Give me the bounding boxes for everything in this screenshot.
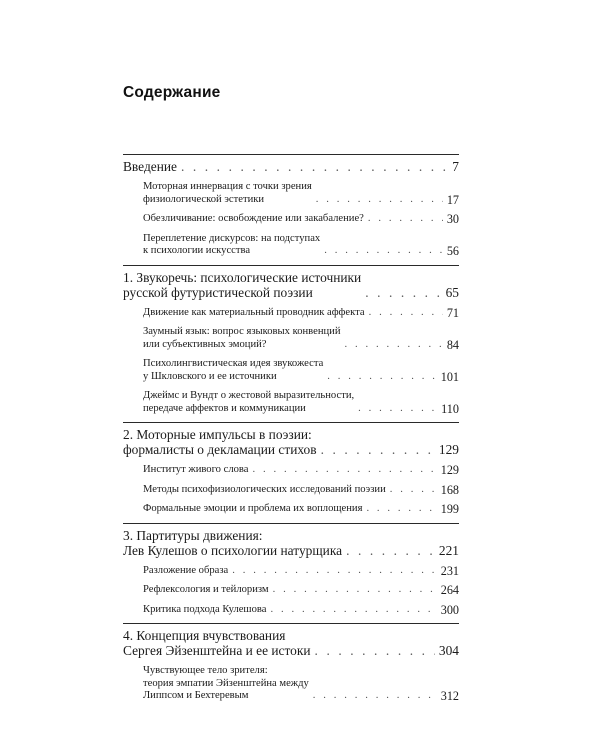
entry-title <box>143 584 269 597</box>
entry-title-line: Моторная иннервация с точки зрения <box>143 181 312 192</box>
chapter-entry[interactable] <box>123 270 459 300</box>
entry-title-line: Институт живого слова <box>143 464 249 475</box>
entry-title-line: Критика подхода Кулешова <box>143 603 267 615</box>
page-number: 264 <box>440 583 459 597</box>
entry-title-line: Методы психофизиологических исследований поэзии <box>143 483 386 495</box>
entry-title-line: 3. Партитуры движения: <box>123 527 263 543</box>
entry-title-line: у Шкловского и ее источники <box>143 370 277 382</box>
entry-title-line: Введение <box>123 159 177 174</box>
entry-title-line: физиологической эстетики <box>143 193 265 205</box>
chapter-entry[interactable] <box>123 159 459 174</box>
page-number: 30 <box>446 212 459 226</box>
entry-title <box>143 565 228 578</box>
dot-leader <box>327 371 436 384</box>
entry-title <box>143 326 341 351</box>
entry-title-line: Обезличивание: освобождение или закабаление? <box>143 213 364 224</box>
toc-section <box>123 623 459 703</box>
subsection-entry[interactable] <box>143 233 459 258</box>
toc-section <box>123 422 459 516</box>
dot-leader <box>321 442 435 457</box>
dot-leader <box>315 643 435 658</box>
entry-title <box>143 233 320 258</box>
page-number: 304 <box>438 643 459 658</box>
page-number: 312 <box>440 689 459 703</box>
entry-title-line: Чувствующее тело зрителя: <box>143 665 268 676</box>
entry-title-line: Лев Кулешов о психологии натурщика <box>123 542 343 558</box>
subsection-entry[interactable] <box>143 584 459 597</box>
entry-title <box>123 528 342 558</box>
entry-title-line: Формальные эмоции и проблема их воплощения <box>143 503 363 514</box>
subsection-entry[interactable] <box>143 307 459 320</box>
page-number: 168 <box>440 482 459 497</box>
page-number: 199 <box>440 502 459 516</box>
entry-title <box>143 390 354 415</box>
page-number: 101 <box>440 369 459 384</box>
entry-title-line: формалисты о декламации стихов <box>123 442 317 457</box>
page-number: 7 <box>452 159 459 174</box>
dot-leader <box>390 484 437 497</box>
subsection-entry[interactable] <box>143 665 459 703</box>
dot-leader <box>345 339 443 352</box>
subsection-entry[interactable] <box>143 484 459 497</box>
toc-section <box>123 265 459 416</box>
dot-leader <box>270 604 436 617</box>
subsection-entry[interactable] <box>143 326 459 351</box>
dot-leader <box>181 159 448 174</box>
page-number: 84 <box>446 337 459 352</box>
page-number: 300 <box>440 602 459 617</box>
entry-title <box>123 159 177 174</box>
chapter-entry[interactable] <box>123 427 459 457</box>
entry-title-line: Психолингвистическая идея звукожеста <box>143 358 324 369</box>
dot-leader <box>313 690 437 703</box>
entry-title-line: Заумный язык: вопрос языковых конвенций <box>143 326 341 337</box>
dot-leader <box>316 194 443 207</box>
entry-title <box>143 181 312 206</box>
entry-title-line: 4. Концепция вчувствования <box>123 628 286 643</box>
dot-leader <box>366 503 436 516</box>
subsection-entry[interactable] <box>143 503 459 516</box>
entry-title <box>143 307 365 320</box>
page-number: 221 <box>438 542 459 558</box>
subsection-entry[interactable] <box>143 181 459 206</box>
entry-title-line: 2. Моторные импульсы в поэзии: <box>123 427 312 442</box>
entry-title <box>143 464 248 477</box>
dot-leader <box>346 543 435 558</box>
dot-leader <box>358 403 437 416</box>
entry-title-line: Разложение образа <box>143 564 229 576</box>
toc-section <box>123 154 459 258</box>
page-number: 110 <box>441 401 459 416</box>
dot-leader <box>273 584 437 597</box>
chapter-entry[interactable] <box>123 628 459 658</box>
dot-leader <box>324 245 443 258</box>
dot-leader <box>365 285 441 300</box>
subsection-entry[interactable] <box>143 464 459 477</box>
page-title: Содержание <box>123 84 221 101</box>
table-of-contents <box>123 154 459 710</box>
page-number: 56 <box>446 244 459 258</box>
subsection-entry[interactable] <box>143 604 459 617</box>
entry-title-line: 1. Звукоречь: психологические источники <box>123 269 362 285</box>
entry-title-line: или субъективных эмоций? <box>143 338 267 350</box>
toc-section <box>123 523 459 617</box>
page-number: 231 <box>440 563 459 578</box>
page-number: 129 <box>438 442 459 457</box>
entry-title-line: Переплетение дискурсов: на подступах <box>143 232 321 244</box>
entry-title <box>123 270 361 300</box>
entry-title <box>143 484 386 497</box>
entry-title <box>143 213 364 226</box>
entry-title-line: передаче аффектов и коммуникации <box>143 402 306 414</box>
dot-leader <box>252 464 436 477</box>
entry-title-line: Рефлексология и тейлоризм <box>143 584 269 595</box>
entry-title-line: к психологии искусства <box>143 245 251 256</box>
chapter-entry[interactable] <box>123 528 459 558</box>
page-number: 65 <box>445 284 459 300</box>
entry-title-line: русской футуристической поэзии <box>123 284 313 300</box>
entry-title <box>143 358 323 383</box>
page-number: 71 <box>446 305 459 320</box>
page-number: 129 <box>440 463 459 477</box>
entry-title <box>143 604 266 617</box>
subsection-entry[interactable] <box>143 213 459 226</box>
entry-title <box>123 628 311 658</box>
subsection-entry[interactable] <box>143 358 459 383</box>
entry-title-line: Джеймс и Вундт о жестовой выразительности, <box>143 390 355 401</box>
entry-title-line: Движение как материальный проводник аффекта <box>143 306 365 318</box>
dot-leader <box>369 307 443 320</box>
dot-leader <box>368 213 443 226</box>
entry-title-line: Липпсом и Бехтеревым <box>143 690 249 701</box>
entry-title <box>123 427 317 457</box>
entry-title <box>143 503 362 516</box>
dot-leader <box>232 565 436 578</box>
page-number: 17 <box>446 192 459 207</box>
entry-title-line: Сергея Эйзенштейна и ее истоки <box>123 643 311 658</box>
subsection-entry[interactable] <box>143 390 459 415</box>
subsection-entry[interactable] <box>143 565 459 578</box>
entry-title-line: теория эмпатии Эйзенштейна между <box>143 677 309 689</box>
entry-title <box>143 665 309 703</box>
